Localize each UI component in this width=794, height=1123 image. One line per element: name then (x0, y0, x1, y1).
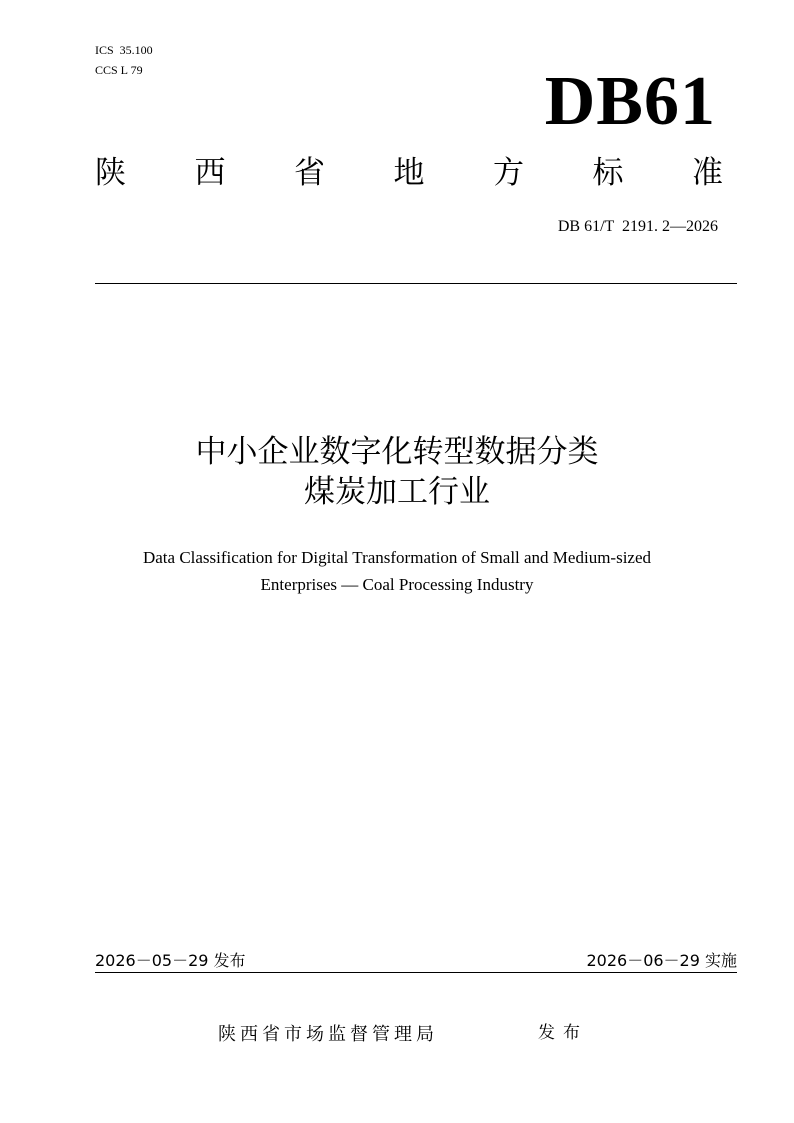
issue-label: 发布 (538, 1023, 588, 1043)
standard-type-char: 准 (692, 155, 723, 191)
standard-type-char: 标 (592, 155, 624, 191)
standard-number: DB 61/T 2191. 2—2026 (557, 218, 718, 235)
standard-type-char: 西 (194, 155, 226, 191)
implement-date: 2026－06－29 实施 (586, 951, 737, 970)
ics-code: ICS 35.100 (95, 43, 153, 57)
standard-type-char: 陕 (95, 155, 126, 191)
standard-code-mark: DB61 (544, 63, 716, 140)
english-title (0, 544, 794, 598)
standard-type-char: 省 (294, 155, 325, 191)
date-row (95, 950, 737, 973)
chinese-title-line-1: 中小企业数字化转型数据分类 (195, 434, 599, 470)
classification-codes (95, 40, 153, 80)
standard-type-char: 地 (393, 155, 425, 191)
ccs-code: CCS L 79 (95, 63, 143, 77)
english-title-line-1: Data Classification for Digital Transformation of Small and Medium-sized (142, 548, 652, 567)
standard-type-heading (95, 150, 723, 196)
chinese-title-line-2: 煤炭加工行业 (304, 474, 490, 510)
english-title-line-2: Enterprises — Coal Processing Industry (260, 575, 534, 594)
publish-date: 2026－05－29 发布 (95, 951, 246, 970)
chinese-title (0, 432, 794, 512)
standard-type-char: 方 (493, 155, 524, 191)
header-divider (95, 283, 737, 284)
issuing-authority: 陕西省市场监督管理局 (218, 1024, 438, 1045)
